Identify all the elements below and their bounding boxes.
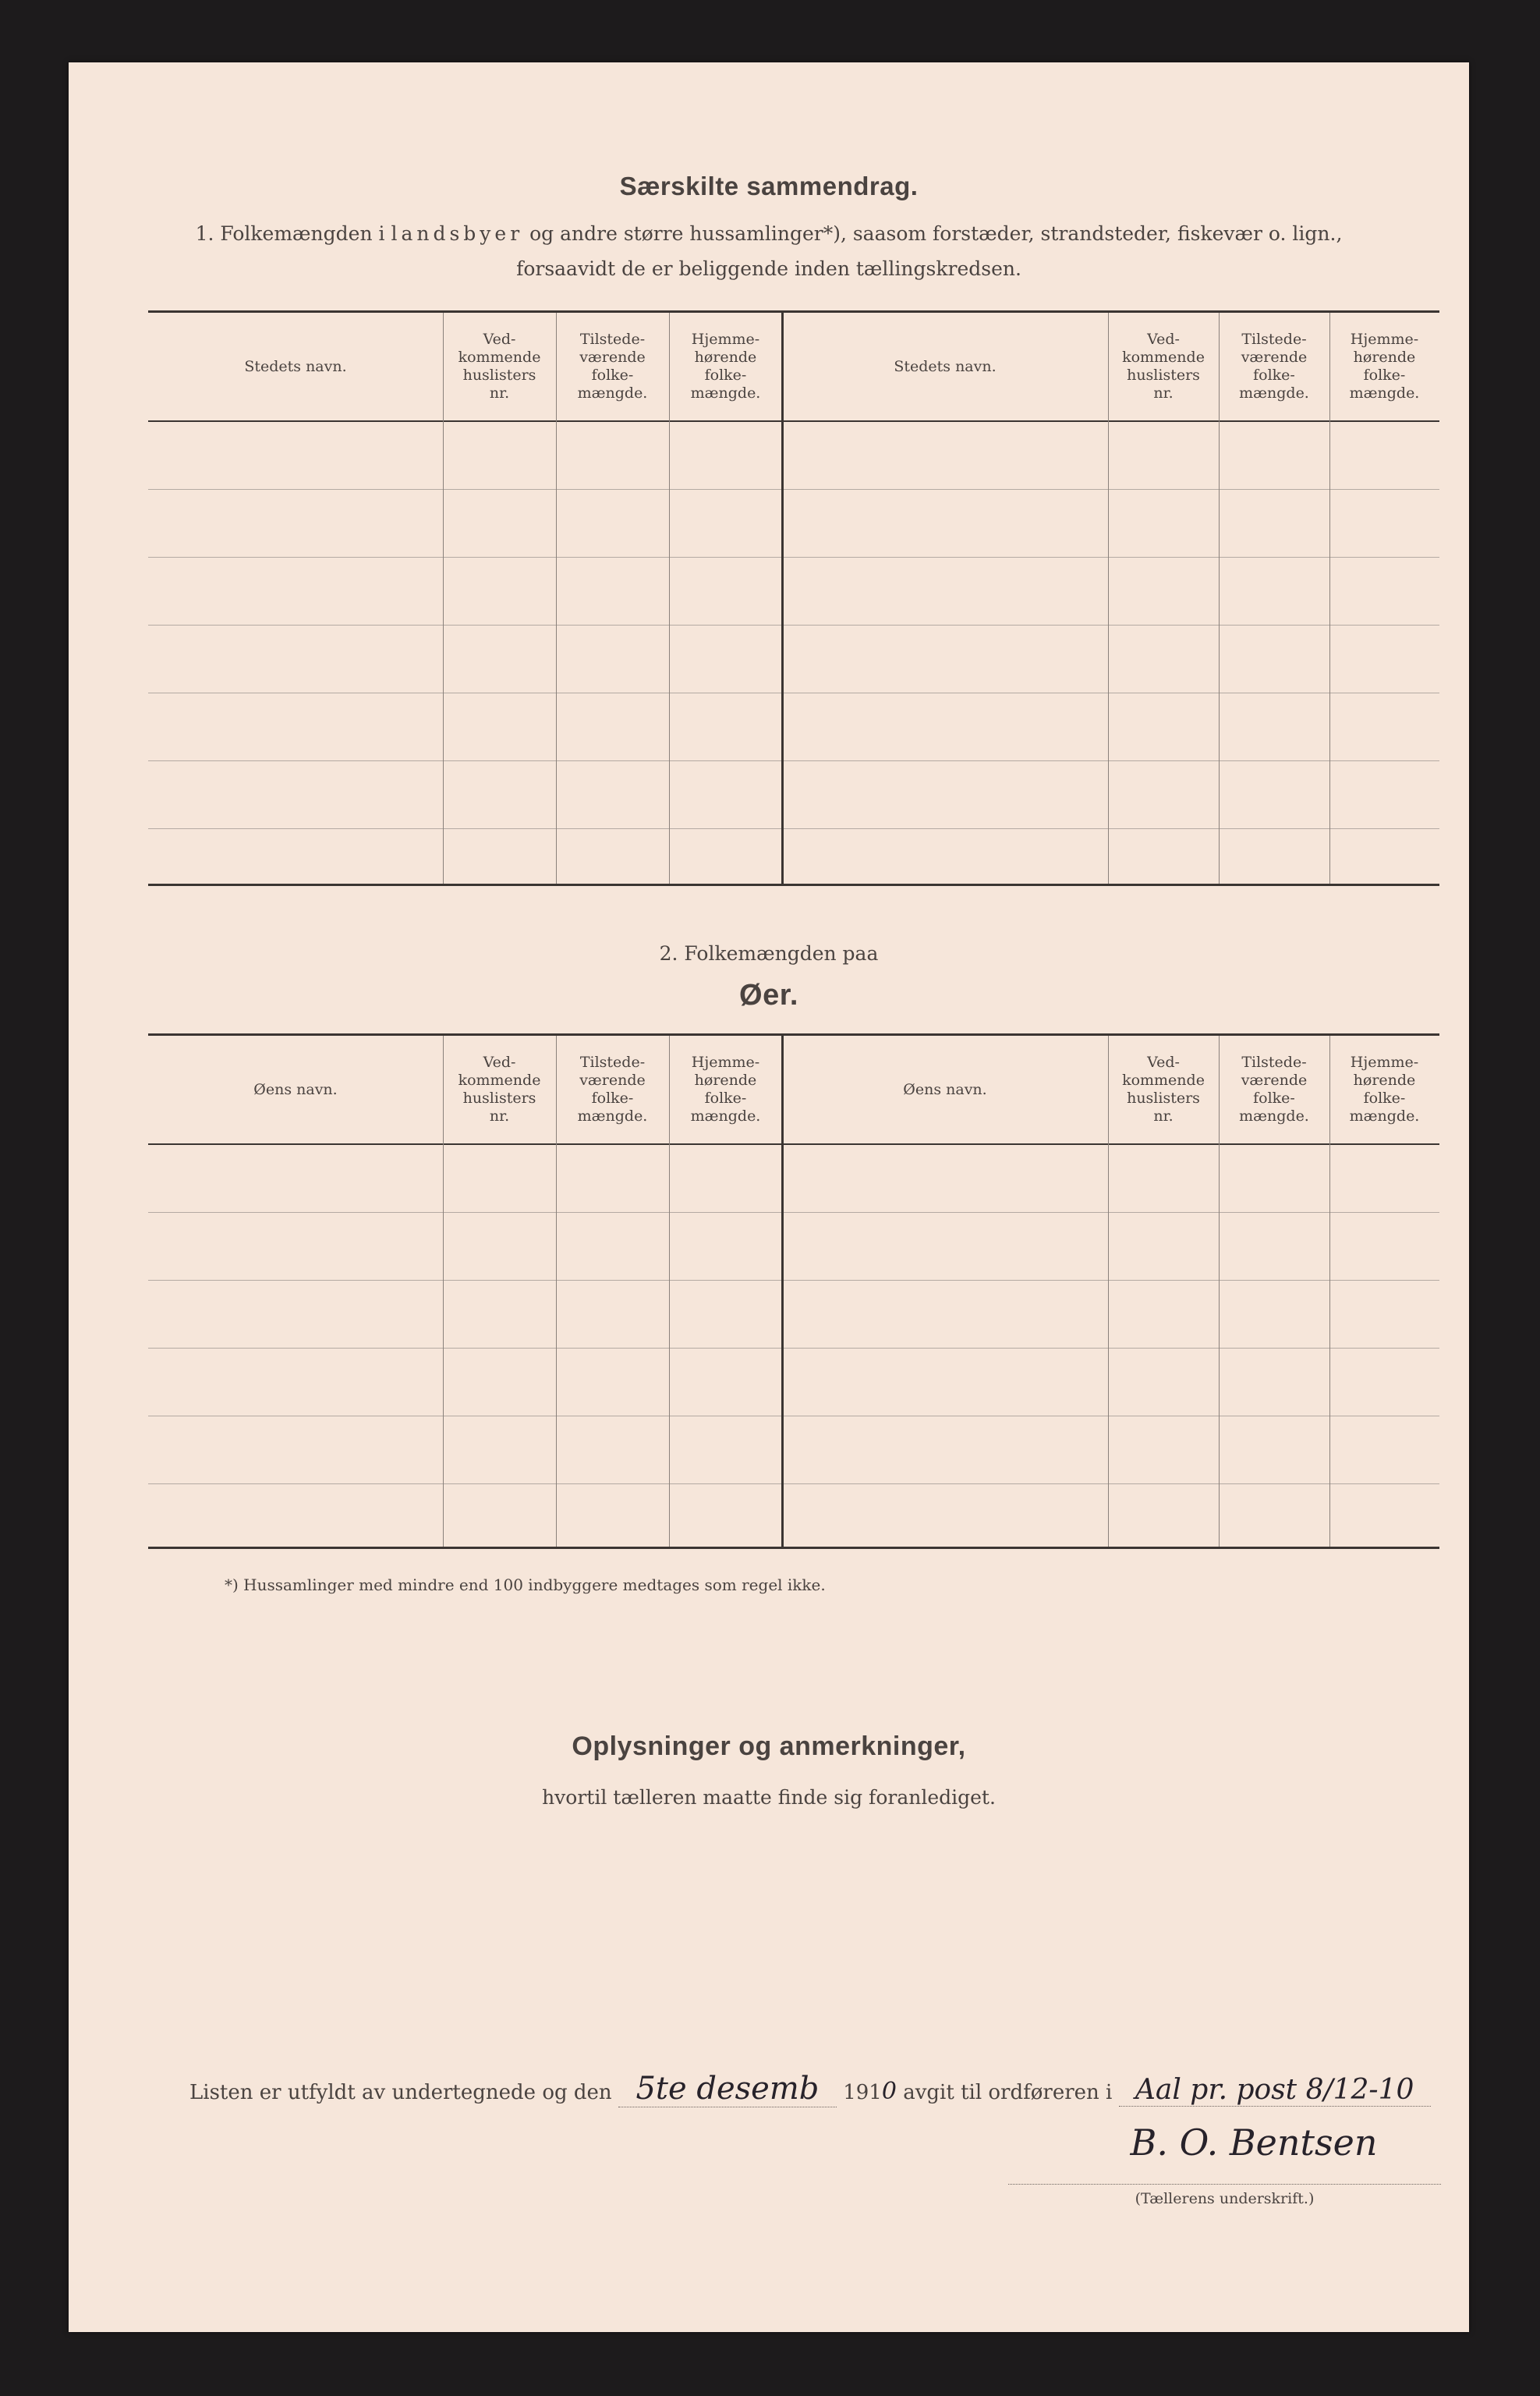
table-row [148,693,1439,761]
column-divider [1108,313,1109,884]
header-oens-navn-left: Øens navn. [253,1080,338,1098]
handwritten-signature: B. O. Bentsen [1130,2121,1378,2164]
signoff-line [189,2071,1431,2107]
section2-title: Øer. [739,979,798,1012]
table-row [148,1484,1439,1547]
table-row [148,422,1439,490]
column-divider [1219,313,1220,884]
center-divider [781,313,784,884]
column-divider [443,1036,444,1547]
column-divider [1329,313,1330,884]
table-row [148,1145,1439,1213]
column-divider [669,313,670,884]
table-row [148,626,1439,693]
signature-rule [1008,2184,1441,2185]
header-hjemme-left: Hjemme- hørende folke- mængde. [690,331,761,402]
oer-table [148,1033,1439,1549]
column-divider [1108,1036,1109,1547]
handwritten-date: 5te desemb [618,2071,837,2107]
section1-text-a: 1. Folkemængden i [195,222,391,245]
footnote: *) Hussamlinger med mindre end 100 indbyggere medtages som regel ikke. [225,1575,826,1594]
section2-description: 2. Folkemængden paa [659,942,879,965]
section1-text-b: og andre større hussamlinger*), saasom forstæder, strandsteder, fiskevær o. lign., [523,222,1343,245]
header-huslister-right: Ved- kommende huslisters nr. [1122,331,1205,402]
section1-description-line2: forsaavidt de er beliggende inden tællingskredsen. [516,257,1021,280]
table-row [148,761,1439,829]
remarks-title: Oplysninger og anmerkninger, [572,1731,966,1761]
landsbyer-table [148,310,1439,886]
header-tilstede-left: Tilstede- værende folke- mængde. [577,331,648,402]
signoff-year-prefix: 191 [843,2081,882,2104]
census-form-page [69,62,1469,2332]
table-row [148,1349,1439,1416]
landsbyer-table-header [148,313,1439,422]
header-tilstede-right: Tilstede- værende folke- mængde. [1239,1054,1309,1125]
header-tilstede-right: Tilstede- værende folke- mængde. [1239,331,1309,402]
table-row [148,829,1439,884]
header-huslister-right: Ved- kommende huslisters nr. [1122,1054,1205,1125]
oer-table-header [148,1036,1439,1145]
table-row [148,1281,1439,1349]
remarks-subtitle: hvortil tælleren maatte finde sig foranlediget. [542,1786,996,1809]
handwritten-year-digit: 0 [881,2078,897,2105]
header-tilstede-left: Tilstede- værende folke- mængde. [577,1054,648,1125]
signoff-text-1: Listen er utfyldt av undertegnede og den [189,2081,612,2104]
column-divider [1329,1036,1330,1547]
section1-title: Særskilte sammendrag. [619,172,919,200]
center-divider [781,1036,784,1547]
table-row [148,1213,1439,1281]
header-huslister-left: Ved- kommende huslisters nr. [458,1054,541,1125]
header-huslister-left: Ved- kommende huslisters nr. [458,331,541,402]
signoff-text-2: avgit til ordføreren i [903,2081,1113,2104]
table-row [148,1416,1439,1484]
header-oens-navn-right: Øens navn. [903,1080,987,1098]
handwritten-place: Aal pr. post 8/12-10 [1119,2074,1431,2107]
signature-caption: (Tællerens underskrift.) [1135,2190,1315,2207]
oer-table-body [148,1145,1439,1547]
column-divider [1219,1036,1220,1547]
header-hjemme-right: Hjemme- hørende folke- mængde. [1349,1054,1420,1125]
header-hjemme-left: Hjemme- hørende folke- mængde. [690,1054,761,1125]
column-divider [556,1036,557,1547]
table-row [148,490,1439,558]
column-divider [669,1036,670,1547]
section1-description-line1 [69,222,1469,245]
table-row [148,558,1439,626]
header-stedets-navn-right: Stedets navn. [894,357,997,375]
landsbyer-table-body [148,422,1439,884]
header-stedets-navn-left: Stedets navn. [244,357,347,375]
column-divider [443,313,444,884]
header-hjemme-right: Hjemme- hørende folke- mængde. [1349,331,1420,402]
section1-text-spaced: landsbyer [391,222,524,245]
column-divider [556,313,557,884]
